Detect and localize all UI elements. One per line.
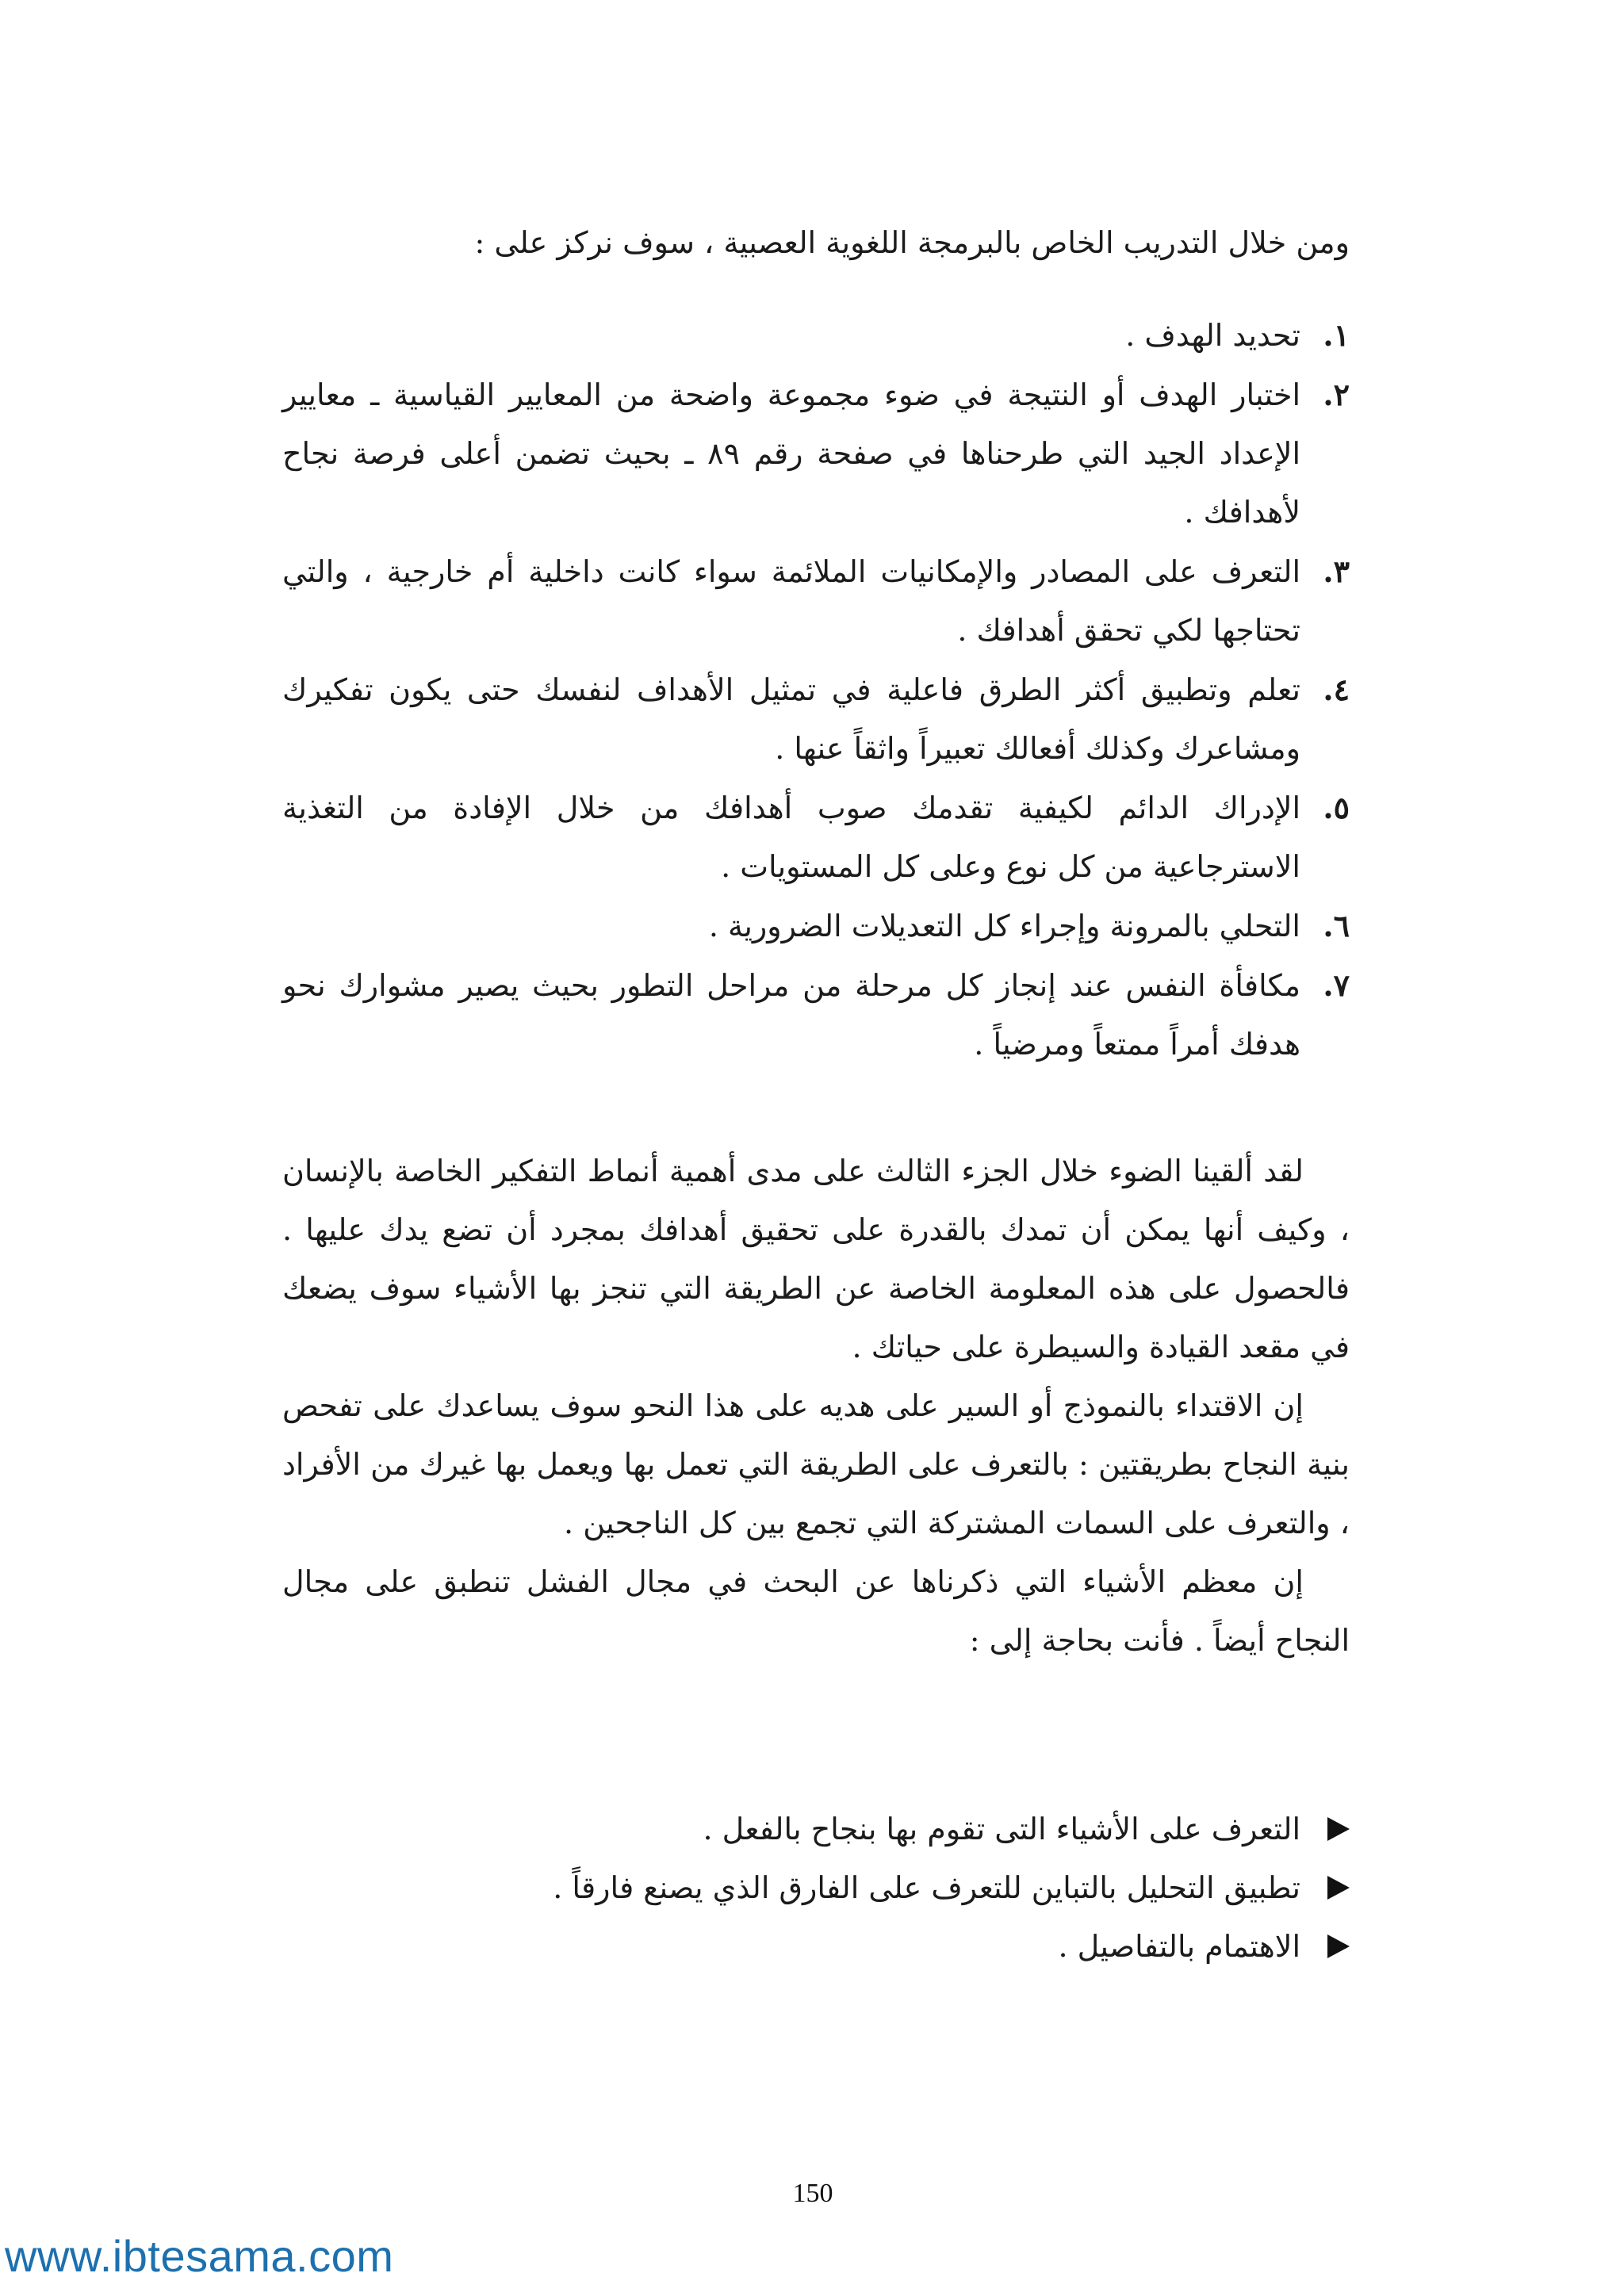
numbered-list-item-6 xyxy=(282,897,1350,955)
paragraph-1: لقد ألقينا الضوء خلال الجزء الثالث على مدى أهمية أنماط التفكير الخاصة بالإنسان ، وكيف أنها يمكن أن تمدك بالقدرة على تحقيق أهدافك بمجرد أن تضع يدك عليها . فالحصول على هذه المعلومة الخاصة عن الطريقة التي تنجز بها الأشياء سوف يضعك في مقعد القيادة والسيطرة على حياتك . xyxy=(282,1154,1350,1364)
item-text: التحلي بالمرونة وإجراء كل التعديلات الضرورية . xyxy=(708,909,1300,943)
paragraph-2: إن الاقتداء بالنموذج أو السير على هديه على هذا النحو سوف يساعدك على تفحص بنية النجاح بطريقتين : بالتعرف على الطريقة التي تعمل بها ويعمل بها غيرك من الأفراد ، والتعرف على السمات المشتركة التي تجمع بين كل الناجحين . xyxy=(282,1388,1350,1540)
item-number: ٤. xyxy=(1323,672,1350,707)
item-number: ٥. xyxy=(1323,790,1350,825)
numbered-list-item-4 xyxy=(282,660,1350,778)
item-text: تحديد الهدف . xyxy=(1125,318,1300,353)
item-text: التعرف على المصادر والإمكانيات الملائمة سواء كانت داخلية أم خارجية ، والتي تحتاجها لكي تحقق أهدافك . xyxy=(282,554,1300,648)
numbered-list xyxy=(282,306,1350,1074)
bullet-list-item-3 xyxy=(282,1917,1350,1976)
body-paragraphs xyxy=(282,1142,1350,1670)
numbered-list-item-3 xyxy=(282,542,1350,660)
bullet-list xyxy=(282,1800,1350,1976)
numbered-list-item-2 xyxy=(282,365,1350,541)
bullet-text: التعرف على الأشياء التى تقوم بها بنجاح بالفعل . xyxy=(703,1812,1300,1846)
website-watermark: www.ibtesama.com xyxy=(5,2231,394,2281)
item-number: ٢. xyxy=(1323,377,1350,412)
item-text: الإدراك الدائم لكيفية تقدمك صوب أهدافك من خلال الإفادة من التغذية الاسترجاعية من كل نوع وعلى كل المستويات . xyxy=(282,790,1300,884)
numbered-list-item-1 xyxy=(282,306,1350,365)
triangle-bullet-icon xyxy=(1327,1934,1350,1958)
triangle-bullet-icon xyxy=(1327,1876,1350,1900)
item-number: ٣. xyxy=(1323,553,1350,589)
bullet-text: الاهتمام بالتفاصيل . xyxy=(1058,1929,1300,1964)
triangle-bullet-icon xyxy=(1327,1817,1350,1841)
item-text: تعلم وتطبيق أكثر الطرق فاعلية في تمثيل الأهداف لنفسك حتى يكون تفكيرك ومشاعرك وكذلك أفعالك تعبيراً واثقاً عنها . xyxy=(282,672,1300,766)
intro-line: ومن خلال التدريب الخاص بالبرمجة اللغوية العصبية ، سوف نركز على : xyxy=(474,225,1350,260)
item-number: ٦. xyxy=(1323,908,1350,943)
page-number: 150 xyxy=(792,2179,833,2208)
bullet-text: تطبيق التحليل بالتباين للتعرف على الفارق الذي يصنع فارقاً . xyxy=(553,1870,1300,1905)
item-number: ١. xyxy=(1323,317,1350,353)
item-text: مكافأة النفس عند إنجاز كل مرحلة من مراحل التطور بحيث يصير مشوارك نحو هدفك أمراً ممتعاً ومرضياً . xyxy=(282,968,1300,1062)
paragraph-3: إن معظم الأشياء التي ذكرناها عن البحث في مجال الفشل تنطبق على مجال النجاح أيضاً . فأنت بحاجة إلى : xyxy=(282,1564,1350,1658)
item-text: اختبار الهدف أو النتيجة في ضوء مجموعة واضحة من المعايير القياسية ـ معايير الإعداد الجيد التي طرحناها في صفحة رقم ٨٩ ـ بحيث تضمن أعلى فرصة نجاح لأهدافك . xyxy=(282,377,1301,530)
bullet-list-item-1 xyxy=(282,1800,1350,1858)
numbered-list-item-7 xyxy=(282,956,1350,1073)
numbered-list-item-5 xyxy=(282,779,1350,896)
item-number: ٧. xyxy=(1323,967,1350,1003)
bullet-list-item-2 xyxy=(282,1858,1350,1917)
